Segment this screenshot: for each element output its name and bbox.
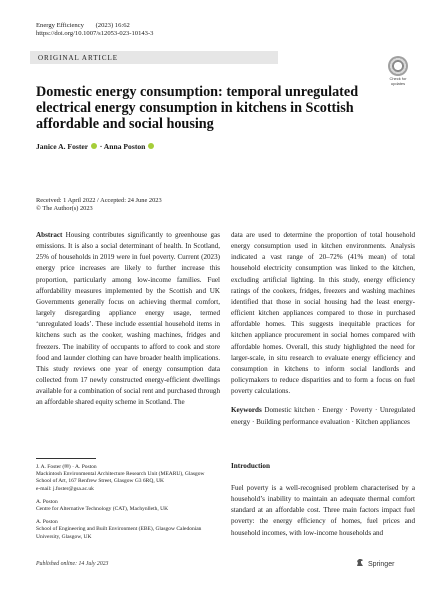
affiliation-block: A. Poston Centre for Alternative Technology (CAT), Machynlleth, UK [36,498,169,513]
abstract-text-continued: data are used to determine the proportion of total household energy consumption used in kitchen environments. Analysis indicated a vast range of 20–72% (41% mean) of total household electricity consumption was linked to the kitchen, excluding artificial lighting. In this study, energy efficiency ratings of the cookers, fridges, freezers and washing machines identified that those in social housing had the least energy-efficient kitchen appliances compared to those in purchased affordable homes. This suggests inequitable practices for kitchen appliance procurement in social homes compared with affordable homes. Overall, this study highlighted the need for larger-scale, in situ research to evaluate energy efficiency and consumption in kitchens to inform social landlords and policymakers to reduce disparities and to form a focus on fuel poverty calculations. [231,231,415,396]
journal-volume: (2023) 16:62 [95,22,130,29]
published-date: Published online: 14 July 2023 [36,561,109,567]
check-updates-label: Check for updates [389,76,407,86]
journal-name: Energy Efficiency [36,22,84,29]
abstract-left-column [36,230,220,409]
article-dates [36,197,162,213]
affiliation-block: A. Poston School of Engineering and Built Environment (EBE), Glasgow Caledonian University, Glasgow, UK [36,519,202,540]
keywords [231,405,415,427]
abstract-right-column [231,230,415,428]
article-type: ORIGINAL ARTICLE [38,54,119,62]
affiliation-divider [36,458,96,459]
journal-header [36,22,153,38]
check-updates-icon [388,56,408,76]
author-separator: · [99,142,103,151]
springer-horse-icon [356,558,364,567]
journal-line [36,22,153,30]
doi-link[interactable]: https://doi.org/10.1007/s12053-023-10143-3 [36,30,154,37]
abstract-label: Abstract [36,231,63,239]
affiliation-block: J. A. Foster (✉) · A. Poston Mackintosh Environmental Architecture Research Unit (MEARU), Glasgow School of Art, 167 Renfrew Street, Glasgow G3 6RQ, UK e-mail: j.foster@gsa.ac.uk [36,464,205,492]
introduction-heading: Introduction [231,462,271,470]
received-accepted: Received: 1 April 2022 / Accepted: 24 June 2023 [36,197,162,204]
publisher-name: Springer [367,561,395,568]
check-for-updates-button[interactable] [384,56,412,86]
introduction-text: Fuel poverty is a well-recognised problem characterised by a household’s inability to maintain an adequate thermal comfort standard at an affordable cost. Three main factors impact fuel poverty: the energy efficiency of homes, fuel prices and household incomes, with low-income households and [231,484,415,537]
orcid-icon[interactable] [148,143,154,149]
affiliations [36,464,220,547]
author-list [36,142,155,151]
copyright: © The Author(s) 2023 [36,205,93,212]
publisher-logo [356,558,394,568]
abstract-text: Housing contributes significantly to greenhouse gas emissions. It is also a social determinant of health. In Scotland, 25% of households in 2019 were in fuel poverty. Current (2023) energy price increases are likely to further increase this proportion, particularly among low-income families. Fuel affordability measures implemented by the Scottish and UK Governments generally focus on achieving thermal comfort, largely disregarding appliance energy usage, termed ‘unregulated loads’. These include essential household items in kitchens such as the cooker, washing machines, fridges and freezers. The inability of occupants to afford to cook and store food and launder clothing can have broader health implications. This study reviews one year of energy consumption data collected from 17 newly constructed energy-efficient dwellings available for a combination of social rent and purchased through an affordable shared equity scheme in Scotland. The [36,231,220,407]
orcid-icon[interactable] [91,143,97,149]
author-email[interactable]: e-mail: j.foster@gsa.ac.uk [36,485,94,492]
author-name[interactable]: Anna Poston [103,142,146,151]
author-name[interactable]: Janice A. Foster [36,142,88,151]
keywords-label: Keywords [231,406,262,415]
paper-title: Domestic energy consumption: temporal unregulated electrical energy consumption in kitchens in Scottish affordable and social housing [36,84,359,132]
keywords-text: Domestic kitchen · Energy · Poverty · Unregulated energy · Building performance evaluation · Kitchen appliances [231,406,415,426]
